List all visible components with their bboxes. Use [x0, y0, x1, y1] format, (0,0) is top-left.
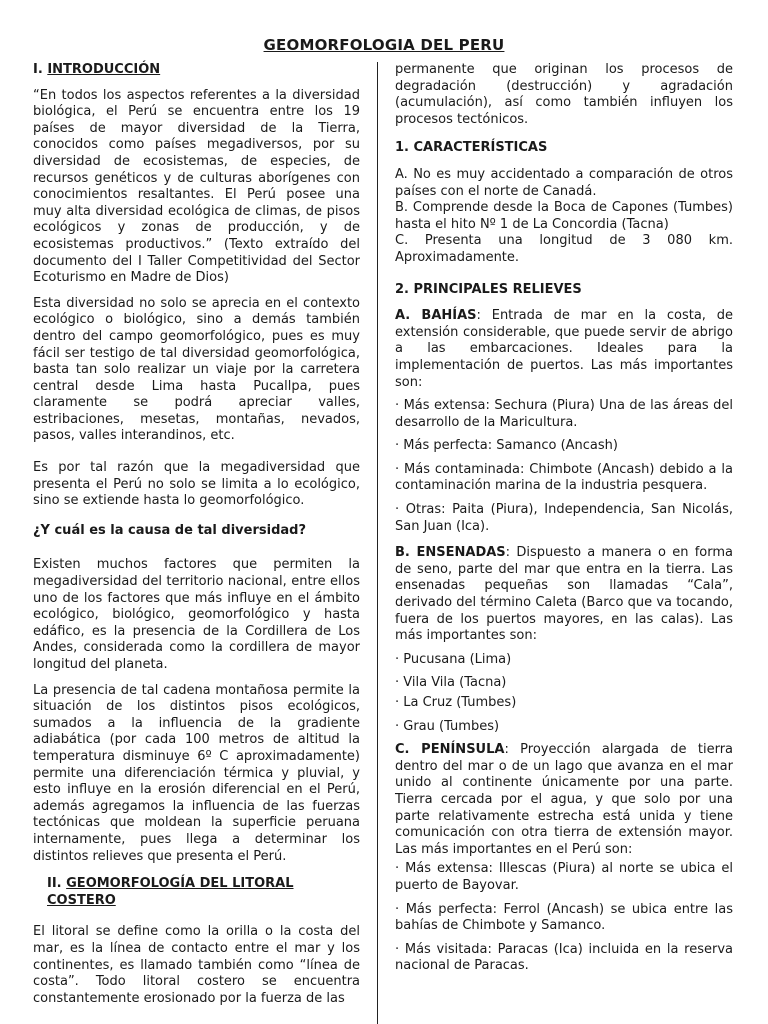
list-item: · Más contaminada: Chimbote (Ancash) debido a la contaminación marina de la industria pesquera.: [395, 461, 733, 494]
paragraph: Es por tal razón que la megadiversidad que presenta el Perú no solo se limita a lo ecológico, sino se extiende hasta lo geomorfológico.: [33, 460, 360, 509]
paragraph: Esta diversidad no solo se aprecia en el contexto ecológico o biológico, sino a demás también dentro del campo geomorfológico, pues es muy fácil ser testigo de tal diversidad geomorfológica, basta tan solo realizar un viaje por la carretera central desde Lima hasta Pucallpa, pues claramente se podrá apreciar valles, estribaciones, mesetas, montañas, nevados, pasos, valles interandinos, etc.: [33, 295, 360, 444]
list-item: · Otras: Paita (Piura), Independencia, San Nicolás, San Juan (Ica).: [395, 502, 733, 534]
list-item: · Más extensa: Sechura (Piura) Una de las áreas del desarrollo de la Maricultura.: [395, 398, 733, 430]
list-item: · Vila Vila (Tacna): [395, 675, 507, 691]
paragraph: Existen muchos factores que permiten la megadiversidad del territorio nacional, entre ellos uno de los factores que más influye en el ámbito ecológico, biológico, geomorfológico y hasta edáfico, es la presencia de la Cordillera de Los Andes, considerada como la cordillera de mayor longitud del planeta.: [33, 557, 360, 672]
left-column: [33, 62, 360, 1007]
paragraph: La presencia de tal cadena montañosa permite la situación de los distintos pisos ecológicos, sumados a la influencia de la gradiente adiabática (por cada 100 metros de altitud la temperatura disminuye 6º C aproximadamente) permite una diferenciación térmica y pluvial, y esto influye en la erosión diferencial en el Perú, además agregamos la influencia de las fuerzas tectónicas que moldean la superficie peruana internamente, pues llega a determinar los distintos relieves que presenta el Perú.: [33, 682, 360, 864]
definition: : Entrada de mar en la costa, de extensión considerable, que puede servir de abrigo a las embarcaciones. Ideales para la implementación de puertos. Las más importantes son:: [395, 308, 733, 390]
relieve-ensenadas: [395, 545, 733, 645]
section-title: GEOMORFOLOGÍA DEL LITORAL COSTERO: [47, 876, 294, 908]
relieve-bahias: [395, 308, 733, 391]
section-heading-introduccion: [33, 62, 360, 79]
term: B. ENSENADAS: [395, 545, 506, 561]
list-item: · Más visitada: Paracas (Ica) incluida en la reserva nacional de Paracas.: [395, 941, 733, 974]
list-item: · Pucusana (Lima): [395, 651, 512, 667]
list-item: · Grau (Tumbes): [395, 718, 500, 734]
column-divider: [377, 62, 378, 1024]
heading-caracteristicas: 1. CARACTERÍSTICAS: [395, 140, 548, 156]
section-number: II.: [47, 876, 67, 892]
list-item: · Más perfecta: Ferrol (Ancash) se ubica entre las bahías de Chimbote y Samanco.: [395, 901, 733, 934]
list-item: · Más perfecta: Samanco (Ancash): [395, 438, 618, 454]
section-number: I.: [33, 62, 48, 77]
list-item: · Más extensa: Illescas (Piura) al norte se ubica el puerto de Bayovar.: [395, 861, 733, 893]
list-item: · La Cruz (Tumbes): [395, 695, 517, 710]
section-heading-litoral: [33, 876, 360, 909]
term: A. BAHÍAS: [395, 308, 477, 324]
question-heading: ¿Y cuál es la causa de tal diversidad?: [33, 522, 306, 538]
list-item: A. No es muy accidentado a comparación de otros países con el norte de Canadá.: [395, 166, 733, 199]
definition: : Proyección alargada de tierra dentro del mar o de un lago que avanza en el mar unido al continente únicamente por una parte. Tierra cercada por el agua, y que solo por una parte relativamente estrecha está unida y tiene comunicación con otra tierra de extensión mayor. Las más importantes en el Perú son:: [395, 742, 733, 857]
paragraph: permanente que originan los procesos de degradación (destrucción) y agradación (acumulación), así como también influyen los procesos tectónicos.: [395, 62, 733, 127]
list-item: C. Presenta una longitud de 3 080 km. Aproximadamente.: [395, 233, 733, 265]
paragraph: El litoral se define como la orilla o la costa del mar, es la línea de contacto entre el mar y los continentes, es llamado también como “línea de costa”. Todo litoral costero se encuentra constantemente erosionado por la fuerza de las: [33, 924, 360, 1006]
paragraph: “En todos los aspectos referentes a la diversidad biológica, el Perú se encuentra entre los 19 países de mayor diversidad de la Tierra, conocidos como países megadiversos, por su diversidad de ecosistemas, de especies, de recursos genéticos y de culturas aborígenes con conocimientos resaltantes. El Perú posee una muy alta diversidad ecológica de climas, de pisos ecológicos y zonas de producción, y de ecosistemas productivos.” (Texto extraído del documento del I Taller Competitividad del Sector Ecoturismo en Madre de Dios): [33, 87, 360, 286]
list-item: B. Comprende desde la Boca de Capones (Tumbes) hasta el hito Nº 1 de La Concordia (Tacna): [395, 200, 733, 232]
term: C. PENÍNSULA: [395, 742, 505, 758]
definition: : Dispuesto a manera o en forma de seno, parte del mar que entra en la tierra. Las ensenadas pequeñas son llamadas “Cala”, derivado del término Caleta (Barco que va tocando, fuera de los puertos mayores, en las calas). Las más importantes son:: [395, 545, 733, 644]
page-title: GEOMORFOLOGIA DEL PERU: [263, 36, 505, 54]
section-title: INTRODUCCIÓN: [47, 62, 161, 77]
heading-principales-relieves: 2. PRINCIPALES RELIEVES: [395, 281, 582, 297]
right-column: [395, 62, 733, 975]
relieve-peninsula: [395, 742, 733, 858]
